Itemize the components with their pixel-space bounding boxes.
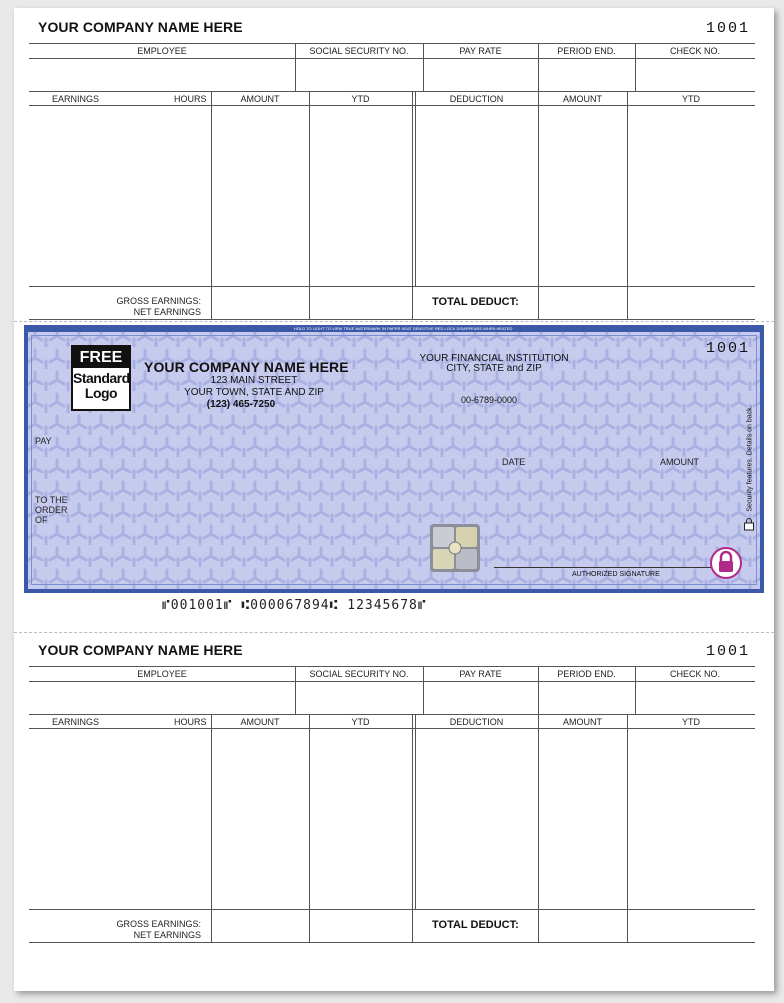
header-hours: HOURS xyxy=(174,717,207,727)
header-employee: EMPLOYEE xyxy=(137,46,187,56)
stub-check-number: 1001 xyxy=(706,643,751,660)
top-stub xyxy=(14,8,774,323)
gross-earnings-label: GROSS EARNINGS: xyxy=(116,919,201,929)
bank-name: YOUR FINANCIAL INSTITUTION xyxy=(419,353,569,364)
header-deduction-amount: AMOUNT xyxy=(563,717,602,727)
header-ssn: SOCIAL SECURITY NO. xyxy=(309,46,409,56)
perforation-line xyxy=(14,321,774,322)
signature-label: AUTHORIZED SIGNATURE xyxy=(572,571,660,578)
stub-company-name: YOUR COMPANY NAME HERE xyxy=(38,19,243,35)
total-deduct-label: TOTAL DEDUCT: xyxy=(432,296,519,308)
company-city: YOUR TOWN, STATE AND ZIP xyxy=(184,387,324,398)
header-period-end: PERIOD END. xyxy=(557,669,616,679)
header-pay-rate: PAY RATE xyxy=(459,669,502,679)
total-deduct-label: TOTAL DEDUCT: xyxy=(432,919,519,931)
check-number: 1001 xyxy=(706,340,751,357)
company-street: 123 MAIN STREET xyxy=(210,375,298,386)
header-pay-rate: PAY RATE xyxy=(459,46,502,56)
date-label: DATE xyxy=(502,457,526,467)
check-body xyxy=(24,325,764,593)
pay-label: PAY xyxy=(35,436,52,446)
heat-lock-icon xyxy=(710,547,742,579)
header-earnings: EARNINGS xyxy=(52,94,100,104)
security-note: Security features. Details on back. xyxy=(746,405,754,512)
routing-fraction: 00-6789-0000 xyxy=(461,395,518,405)
net-earnings-label: NET EARNINGS xyxy=(133,307,201,317)
header-deduction-ytd: YTD xyxy=(682,717,700,727)
bank-city: CITY, STATE and ZIP xyxy=(446,363,542,374)
stub-company-name: YOUR COMPANY NAME HERE xyxy=(38,642,243,658)
header-ssn: SOCIAL SECURITY NO. xyxy=(309,669,409,679)
header-check-no: CHECK NO. xyxy=(669,669,720,679)
standard-logo: FREE Standard Logo xyxy=(71,345,131,411)
check-sheet xyxy=(14,8,774,991)
header-amount: AMOUNT xyxy=(240,717,280,727)
header-check-no: CHECK NO. xyxy=(669,46,720,56)
header-deduction-amount: AMOUNT xyxy=(563,94,602,104)
header-period-end: PERIOD END. xyxy=(557,46,616,56)
header-amount: AMOUNT xyxy=(240,94,280,104)
order-label: TO THE ORDER OF xyxy=(35,495,68,525)
header-deduction: DEDUCTION xyxy=(449,717,504,727)
net-earnings-label: NET EARNINGS xyxy=(133,930,201,940)
gross-earnings-label: GROSS EARNINGS: xyxy=(116,296,201,306)
check-company-name: YOUR COMPANY NAME HERE xyxy=(144,359,349,375)
padlock-icon xyxy=(743,517,755,531)
header-deduction: DEDUCTION xyxy=(449,94,504,104)
header-hours: HOURS xyxy=(174,94,207,104)
micr-line: ⑈001001⑈ ⑆000067894⑆ 12345678⑈ xyxy=(162,598,427,613)
company-phone: (123) 465-7250 xyxy=(206,399,276,410)
amount-label: AMOUNT xyxy=(660,457,699,467)
stub-check-number: 1001 xyxy=(706,20,751,37)
header-employee: EMPLOYEE xyxy=(137,669,187,679)
header-earnings: EARNINGS xyxy=(52,717,100,727)
bottom-stub xyxy=(14,631,774,946)
hologram-icon xyxy=(429,523,481,573)
security-strip: HOLD TO LIGHT TO VIEW TRUE WATERMARK IN PAPER HEAT SENSITIVE RED LOCK DISAPPEARS WHEN HEATED xyxy=(24,325,764,332)
header-ytd: YTD xyxy=(351,94,370,104)
header-ytd: YTD xyxy=(351,717,370,727)
header-deduction-ytd: YTD xyxy=(682,94,700,104)
